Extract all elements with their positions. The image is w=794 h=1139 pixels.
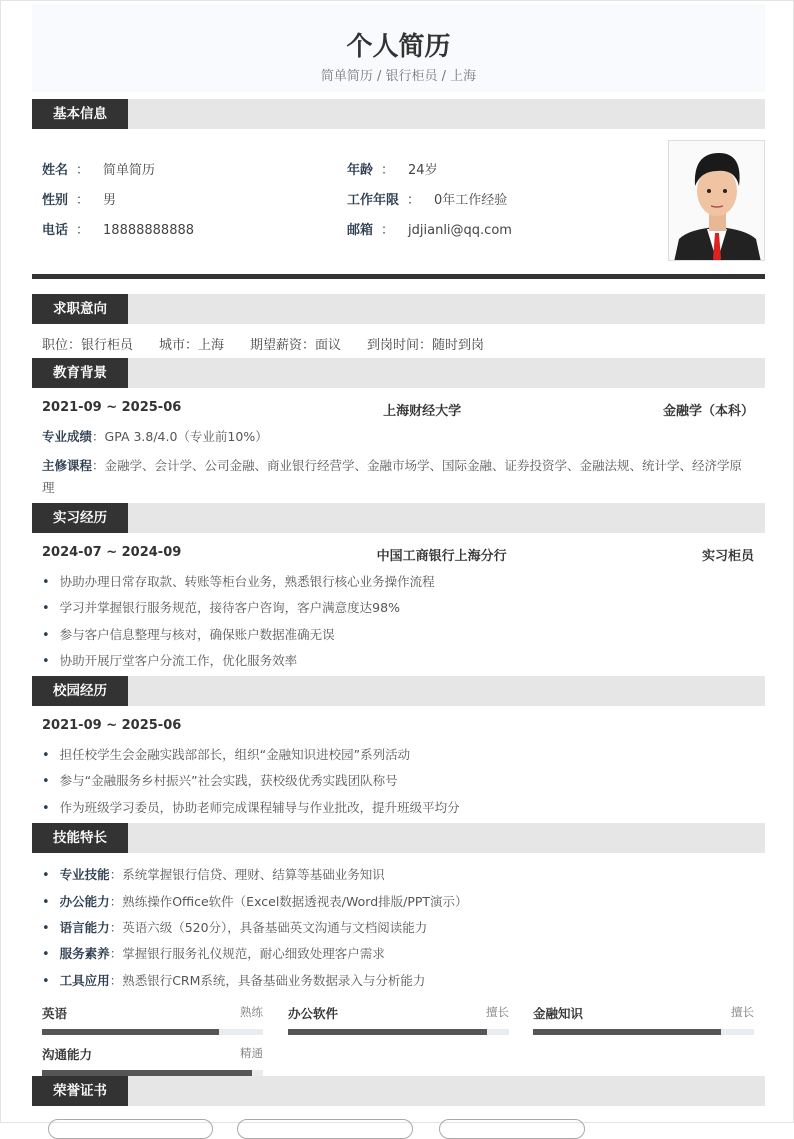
skill-bar-communication: 沟通能力 精通 <box>42 1045 263 1076</box>
list-item: • 专业技能：系统掌握银行信贷、理财、结算等基础业务知识 <box>42 865 754 883</box>
certificate-badge <box>237 1119 413 1139</box>
section-skills <box>32 823 765 853</box>
page-title: 个人简历 <box>346 32 451 62</box>
info-age: 年龄 ： 24岁 <box>347 163 438 178</box>
list-item: • 参与“金融服务乡村振兴”社会实践，获校级优秀实践团队称号 <box>42 771 754 789</box>
education-courses: 主修课程：金融学、会计学、公司金融、商业银行经营学、金融市场学、国际金融、证券投资学、金融法规、统计学、经济学原理 <box>42 458 743 495</box>
list-item: • 工具应用：熟悉银行CRM系统，具备基础业务数据录入与分析能力 <box>42 971 754 989</box>
campus-period: 2021-09 ~ 2025-06 <box>42 718 182 733</box>
list-item: • 参与客户信息整理与核对，确保账户数据准确无误 <box>42 625 754 643</box>
section-title: 教育背景 <box>32 358 128 388</box>
skill-bar-office: 办公软件 擅长 <box>288 1004 509 1035</box>
education-entry: 2021-09 ~ 2025-06 上海财经大学 金融学（本科） <box>42 400 754 419</box>
skill-bar-english: 英语 熟练 <box>42 1004 263 1035</box>
section-internship <box>32 503 765 533</box>
certificate-badge <box>48 1119 213 1139</box>
list-item: • 作为班级学习委员，协助老师完成课程辅导与作业批改，提升班级平均分 <box>42 798 754 816</box>
section-campus <box>32 676 765 706</box>
job-intent-line: 职位：银行柜员 城市：上海 期望薪资：面议 到岗时间：随时到岗 <box>42 338 485 353</box>
list-item: • 协助办理日常存取款、转账等柜台业务，熟悉银行核心业务操作流程 <box>42 572 754 590</box>
section-title: 基本信息 <box>32 99 128 129</box>
education-gpa: 专业成绩：GPA 3.8/4.0（专业前10%） <box>42 429 268 444</box>
divider <box>32 274 765 279</box>
list-item: • 担任校学生会金融实践部部长，组织“金融知识进校园”系列活动 <box>42 745 754 763</box>
section-education <box>32 358 765 388</box>
list-item: • 语言能力：英语六级（520分），具备基础英文沟通与文档阅读能力 <box>42 918 754 936</box>
section-title: 校园经历 <box>32 676 128 706</box>
list-item: • 服务素养：掌握银行服务礼仪规范，耐心细致处理客户需求 <box>42 944 754 962</box>
info-gender: 性别 ： 男 <box>42 193 117 208</box>
info-phone: 电话 ： 18888888888 <box>42 223 195 238</box>
section-title: 求职意向 <box>32 294 128 324</box>
avatar <box>668 140 765 261</box>
skill-bar-finance: 金融知识 擅长 <box>533 1004 754 1035</box>
info-name: 姓名 ： 简单简历 <box>42 163 156 178</box>
resume-header <box>32 4 765 92</box>
list-item: • 办公能力：熟练操作Office软件（Excel数据透视表/Word排版/PPT演示） <box>42 892 754 910</box>
info-email: 邮箱 ： jdjianli@qq.com <box>347 223 512 238</box>
section-title: 实习经历 <box>32 503 128 533</box>
internship-entry: 2024-07 ~ 2024-09 中国工商银行上海分行 实习柜员 <box>42 545 754 564</box>
page-subtitle: 简单简历 / 银行柜员 / 上海 <box>320 69 477 84</box>
section-title: 技能特长 <box>32 823 128 853</box>
list-item: • 协助开展厅堂客户分流工作，优化服务效率 <box>42 651 754 669</box>
certificate-badge <box>439 1119 585 1139</box>
section-honors <box>32 1076 765 1106</box>
skill-bar-fill <box>42 1029 219 1035</box>
section-job-intent <box>32 294 765 324</box>
section-basic-info <box>32 99 765 129</box>
skill-bar-fill <box>533 1029 721 1035</box>
section-title: 荣誉证书 <box>32 1076 128 1106</box>
skill-bar-fill <box>288 1029 487 1035</box>
list-item: • 学习并掌握银行服务规范，接待客户咨询，客户满意度达98% <box>42 598 754 616</box>
info-years: 工作年限 ： 0年工作经验 <box>347 193 508 208</box>
